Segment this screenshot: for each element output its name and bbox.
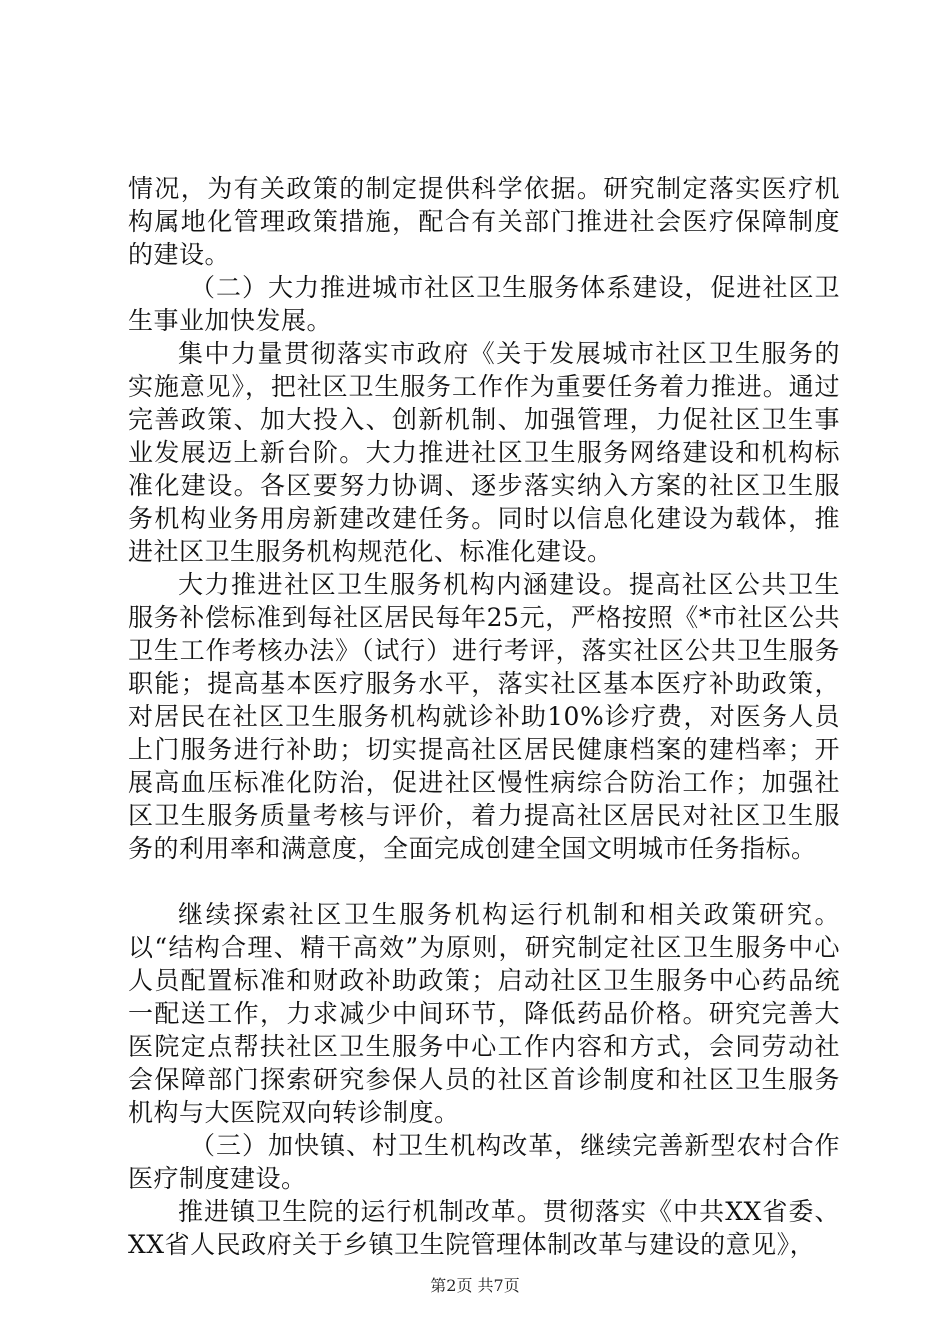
section-heading-2: （二）大力推进城市社区卫生服务体系建设，促进社区卫生事业加快发展。 [128,273,840,335]
page-footer: 第2页 共7页 [430,1276,520,1295]
paragraph-township-reform: 推进镇卫生院的运行机制改革。贯彻落实《中共XX省委、XX省人民政府关于乡镇卫生院管理体制改革与建设的意见》， [128,1197,840,1259]
paragraph-community-health-policy: 集中力量贯彻落实市政府《关于发展城市社区卫生服务的实施意见》，把社区卫生服务工作作为重要任务着力推进。通过完善政策、加大投入、创新机制、加强管理，力促社区卫生事业发展迈上新台阶。大力推进社区卫生服务网络建设和机构标准化建设。各区要努力协调、逐步落实纳入方案的社区卫生服务机构业务用房新建改建任务。同时以信息化建设为载体，推进社区卫生服务机构规范化、标准化建设。 [128,339,840,566]
section-heading-3: （三）加快镇、村卫生机构改革，继续完善新型农村合作医疗制度建设。 [128,1131,840,1193]
document-body [128,172,840,1261]
paragraph-operating-mechanism: 继续探索社区卫生服务机构运行机制和相关政策研究。以“结构合理、精干高效”为原则，研究制定社区卫生服务中心人员配置标准和财政补助政策；启动社区卫生服务中心药品统一配送工作，力求减少中间环节，降低药品价格。研究完善大医院定点帮扶社区卫生服务中心工作内容和方式，会同劳动社会保障部门探索研究参保人员的社区首诊制度和社区卫生服务机构与大医院双向转诊制度。 [128,900,840,1127]
paragraph-continuation: 情况，为有关政策的制定提供科学依据。研究制定落实医疗机构属地化管理政策措施，配合有关部门推进社会医疗保障制度的建设。 [128,174,840,269]
paragraph-community-health-connotation: 大力推进社区卫生服务机构内涵建设。提高社区公共卫生服务补偿标准到每社区居民每年25元，严格按照《*市社区公共卫生工作考核办法》（试行）进行考评，落实社区公共卫生服务职能；提高基本医疗服务水平，落实社区基本医疗补助政策，对居民在社区卫生服务机构就诊补助10%诊疗费，对医务人员上门服务进行补助；切实提高社区居民健康档案的建档率；开展高血压标准化防治，促进社区慢性病综合防治工作；加强社区卫生服务质量考核与评价，着力提高社区居民对社区卫生服务的利用率和满意度，全面完成创建全国文明城市任务指标。 [128,570,840,863]
paragraph-spacer [128,865,840,898]
